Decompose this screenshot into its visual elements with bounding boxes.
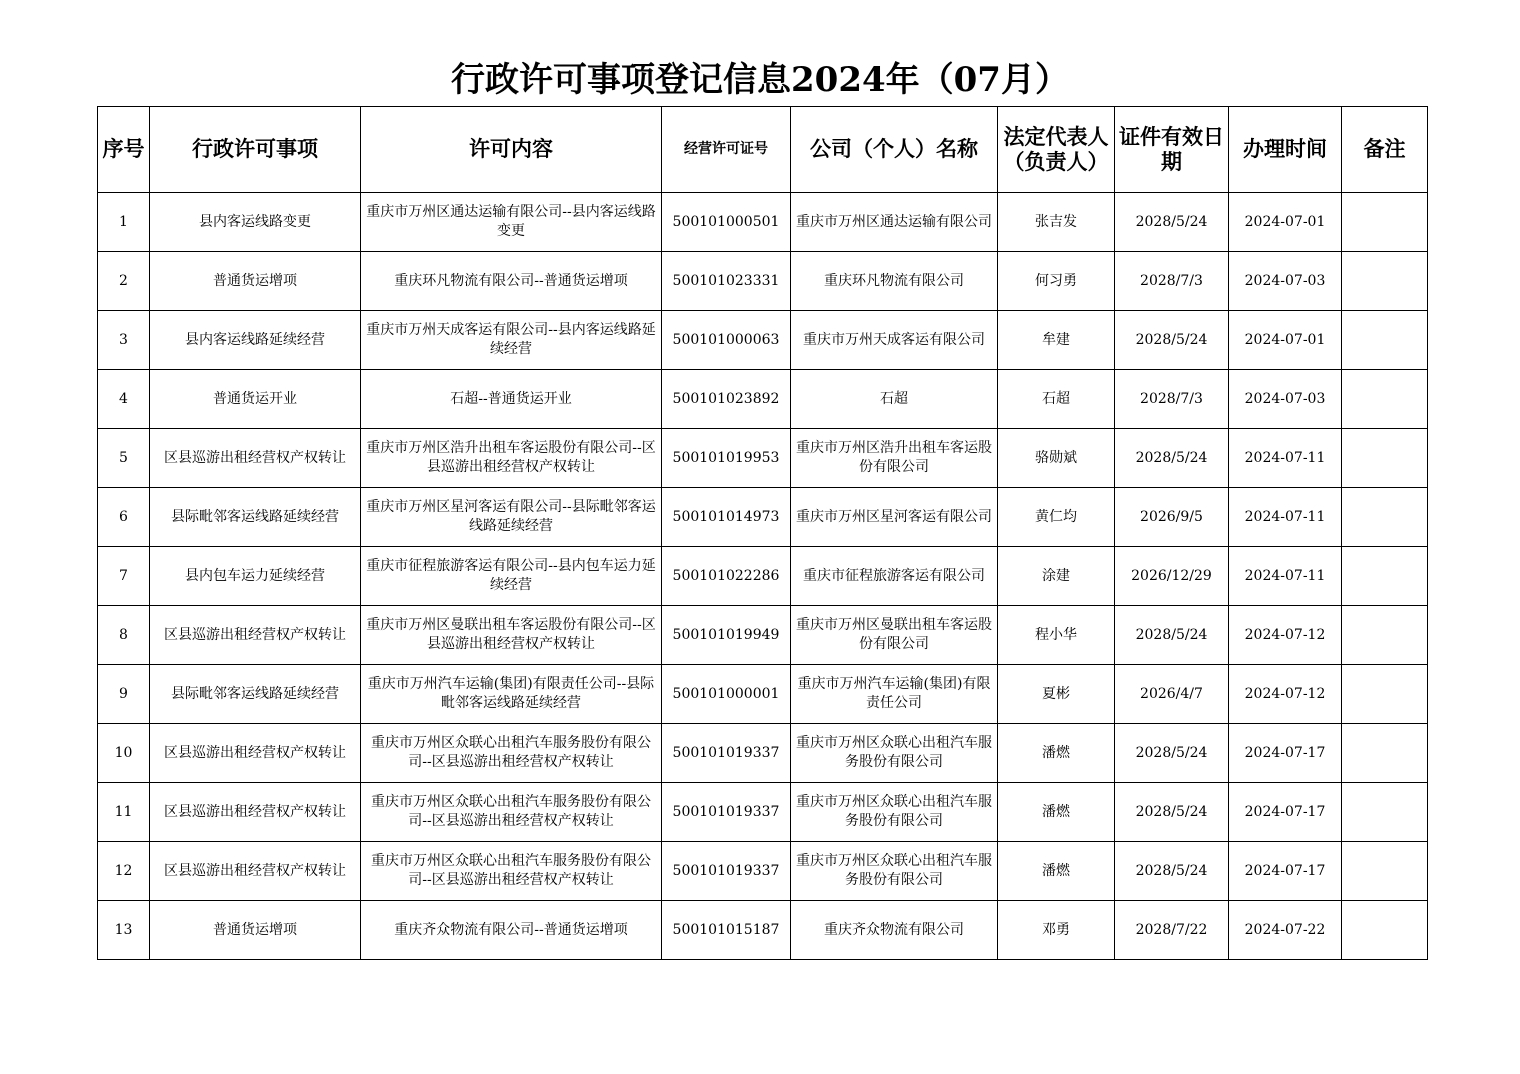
cell-license: 500101015187: [662, 901, 791, 960]
cell-content: 重庆市万州区通达运输有限公司--县内客运线路变更: [361, 193, 662, 252]
cell-representative: 潘燃: [998, 842, 1115, 901]
cell-content: 石超--普通货运开业: [361, 370, 662, 429]
cell-item: 普通货运增项: [150, 252, 361, 311]
cell-valid-date: 2028/5/24: [1115, 724, 1229, 783]
col-header-license: 经营许可证号: [662, 107, 791, 193]
cell-content: 重庆市征程旅游客运有限公司--县内包车运力延续经营: [361, 547, 662, 606]
table-row: [98, 901, 1428, 960]
cell-license: 500101019337: [662, 842, 791, 901]
cell-note: [1342, 488, 1428, 547]
cell-item: 区县巡游出租经营权产权转让: [150, 606, 361, 665]
cell-item: 县际毗邻客运线路延续经营: [150, 488, 361, 547]
cell-representative: 潘燃: [998, 783, 1115, 842]
cell-company: 重庆市万州区众联心出租汽车服务股份有限公司: [791, 724, 998, 783]
cell-representative: 何习勇: [998, 252, 1115, 311]
cell-representative: 夏彬: [998, 665, 1115, 724]
cell-representative: 邓勇: [998, 901, 1115, 960]
cell-process-date: 2024-07-11: [1229, 429, 1342, 488]
cell-company: 重庆市万州区星河客运有限公司: [791, 488, 998, 547]
cell-process-date: 2024-07-22: [1229, 901, 1342, 960]
cell-item: 区县巡游出租经营权产权转让: [150, 429, 361, 488]
cell-process-date: 2024-07-17: [1229, 724, 1342, 783]
cell-company: 重庆市万州汽车运输(集团)有限责任公司: [791, 665, 998, 724]
cell-valid-date: 2026/9/5: [1115, 488, 1229, 547]
cell-representative: 牟建: [998, 311, 1115, 370]
cell-content: 重庆市万州区众联心出租汽车服务股份有限公司--区县巡游出租经营权产权转让: [361, 842, 662, 901]
cell-company: 石超: [791, 370, 998, 429]
cell-valid-date: 2028/5/24: [1115, 429, 1229, 488]
col-header-note: 备注: [1342, 107, 1428, 193]
col-header-item: 行政许可事项: [150, 107, 361, 193]
cell-content: 重庆环凡物流有限公司--普通货运增项: [361, 252, 662, 311]
cell-valid-date: 2026/4/7: [1115, 665, 1229, 724]
table-row: [98, 783, 1428, 842]
cell-content: 重庆市万州汽车运输(集团)有限责任公司--县际毗邻客运线路延续经营: [361, 665, 662, 724]
cell-note: [1342, 783, 1428, 842]
cell-process-date: 2024-07-11: [1229, 488, 1342, 547]
table-row: [98, 193, 1428, 252]
header-row: [98, 107, 1428, 193]
cell-content: 重庆市万州区众联心出租汽车服务股份有限公司--区县巡游出租经营权产权转让: [361, 783, 662, 842]
cell-license: 500101019953: [662, 429, 791, 488]
cell-index: 6: [98, 488, 150, 547]
cell-note: [1342, 311, 1428, 370]
cell-process-date: 2024-07-17: [1229, 842, 1342, 901]
cell-item: 区县巡游出租经营权产权转让: [150, 842, 361, 901]
cell-process-date: 2024-07-17: [1229, 783, 1342, 842]
cell-note: [1342, 193, 1428, 252]
cell-company: 重庆市万州区通达运输有限公司: [791, 193, 998, 252]
cell-process-date: 2024-07-03: [1229, 370, 1342, 429]
cell-item: 县内客运线路变更: [150, 193, 361, 252]
cell-company: 重庆市万州区众联心出租汽车服务股份有限公司: [791, 783, 998, 842]
cell-valid-date: 2028/5/24: [1115, 842, 1229, 901]
cell-item: 普通货运开业: [150, 370, 361, 429]
table-row: [98, 429, 1428, 488]
cell-item: 普通货运增项: [150, 901, 361, 960]
cell-company: 重庆市万州区曼联出租车客运股份有限公司: [791, 606, 998, 665]
cell-note: [1342, 547, 1428, 606]
table-row: [98, 311, 1428, 370]
col-header-process-date: 办理时间: [1229, 107, 1342, 193]
cell-process-date: 2024-07-01: [1229, 193, 1342, 252]
cell-valid-date: 2028/7/3: [1115, 370, 1229, 429]
cell-representative: 潘燃: [998, 724, 1115, 783]
page-title: 行政许可事项登记信息2024年（07月）: [451, 60, 1069, 100]
cell-item: 县际毗邻客运线路延续经营: [150, 665, 361, 724]
cell-note: [1342, 252, 1428, 311]
cell-index: 2: [98, 252, 150, 311]
cell-content: 重庆市万州区浩升出租车客运股份有限公司--区县巡游出租经营权产权转让: [361, 429, 662, 488]
cell-item: 区县巡游出租经营权产权转让: [150, 783, 361, 842]
cell-valid-date: 2026/12/29: [1115, 547, 1229, 606]
cell-license: 500101023331: [662, 252, 791, 311]
cell-license: 500101000501: [662, 193, 791, 252]
cell-index: 10: [98, 724, 150, 783]
cell-note: [1342, 606, 1428, 665]
table-row: [98, 842, 1428, 901]
cell-item: 区县巡游出租经营权产权转让: [150, 724, 361, 783]
table-body: [98, 193, 1428, 960]
cell-process-date: 2024-07-11: [1229, 547, 1342, 606]
cell-index: 8: [98, 606, 150, 665]
cell-note: [1342, 665, 1428, 724]
col-header-index: 序号: [98, 107, 150, 193]
cell-index: 7: [98, 547, 150, 606]
cell-index: 1: [98, 193, 150, 252]
cell-process-date: 2024-07-03: [1229, 252, 1342, 311]
cell-index: 11: [98, 783, 150, 842]
cell-valid-date: 2028/7/3: [1115, 252, 1229, 311]
col-header-valid-date: 证件有效日期: [1115, 107, 1229, 193]
col-header-company: 公司（个人）名称: [791, 107, 998, 193]
registry-table: [97, 106, 1428, 960]
cell-valid-date: 2028/5/24: [1115, 606, 1229, 665]
cell-license: 500101019337: [662, 783, 791, 842]
cell-company: 重庆市万州区浩升出租车客运股份有限公司: [791, 429, 998, 488]
col-header-content: 许可内容: [361, 107, 662, 193]
cell-process-date: 2024-07-12: [1229, 665, 1342, 724]
table-row: [98, 606, 1428, 665]
cell-index: 5: [98, 429, 150, 488]
table-row: [98, 724, 1428, 783]
cell-representative: 黄仁均: [998, 488, 1115, 547]
cell-note: [1342, 901, 1428, 960]
cell-representative: 张吉发: [998, 193, 1115, 252]
table-row: [98, 665, 1428, 724]
cell-license: 500101000063: [662, 311, 791, 370]
cell-process-date: 2024-07-12: [1229, 606, 1342, 665]
cell-item: 县内包车运力延续经营: [150, 547, 361, 606]
cell-content: 重庆市万州区星河客运有限公司--县际毗邻客运线路延续经营: [361, 488, 662, 547]
cell-index: 4: [98, 370, 150, 429]
table-row: [98, 547, 1428, 606]
cell-content: 重庆市万州天成客运有限公司--县内客运线路延续经营: [361, 311, 662, 370]
table-row: [98, 488, 1428, 547]
cell-representative: 涂建: [998, 547, 1115, 606]
cell-content: 重庆市万州区曼联出租车客运股份有限公司--区县巡游出租经营权产权转让: [361, 606, 662, 665]
cell-company: 重庆齐众物流有限公司: [791, 901, 998, 960]
cell-index: 13: [98, 901, 150, 960]
cell-license: 500101019949: [662, 606, 791, 665]
cell-company: 重庆环凡物流有限公司: [791, 252, 998, 311]
cell-valid-date: 2028/5/24: [1115, 193, 1229, 252]
col-header-representative: 法定代表人（负责人）: [998, 107, 1115, 193]
cell-license: 500101014973: [662, 488, 791, 547]
cell-note: [1342, 429, 1428, 488]
cell-company: 重庆市征程旅游客运有限公司: [791, 547, 998, 606]
cell-note: [1342, 842, 1428, 901]
cell-license: 500101000001: [662, 665, 791, 724]
cell-license: 500101023892: [662, 370, 791, 429]
cell-company: 重庆市万州区众联心出租汽车服务股份有限公司: [791, 842, 998, 901]
cell-note: [1342, 724, 1428, 783]
cell-license: 500101019337: [662, 724, 791, 783]
cell-index: 12: [98, 842, 150, 901]
cell-valid-date: 2028/5/24: [1115, 311, 1229, 370]
cell-item: 县内客运线路延续经营: [150, 311, 361, 370]
cell-index: 3: [98, 311, 150, 370]
cell-index: 9: [98, 665, 150, 724]
cell-process-date: 2024-07-01: [1229, 311, 1342, 370]
cell-content: 重庆市万州区众联心出租汽车服务股份有限公司--区县巡游出租经营权产权转让: [361, 724, 662, 783]
table-row: [98, 370, 1428, 429]
cell-valid-date: 2028/5/24: [1115, 783, 1229, 842]
cell-representative: 石超: [998, 370, 1115, 429]
cell-company: 重庆市万州天成客运有限公司: [791, 311, 998, 370]
cell-note: [1342, 370, 1428, 429]
cell-representative: 程小华: [998, 606, 1115, 665]
cell-license: 500101022286: [662, 547, 791, 606]
table-row: [98, 252, 1428, 311]
cell-content: 重庆齐众物流有限公司--普通货运增项: [361, 901, 662, 960]
cell-representative: 骆勋斌: [998, 429, 1115, 488]
cell-valid-date: 2028/7/22: [1115, 901, 1229, 960]
